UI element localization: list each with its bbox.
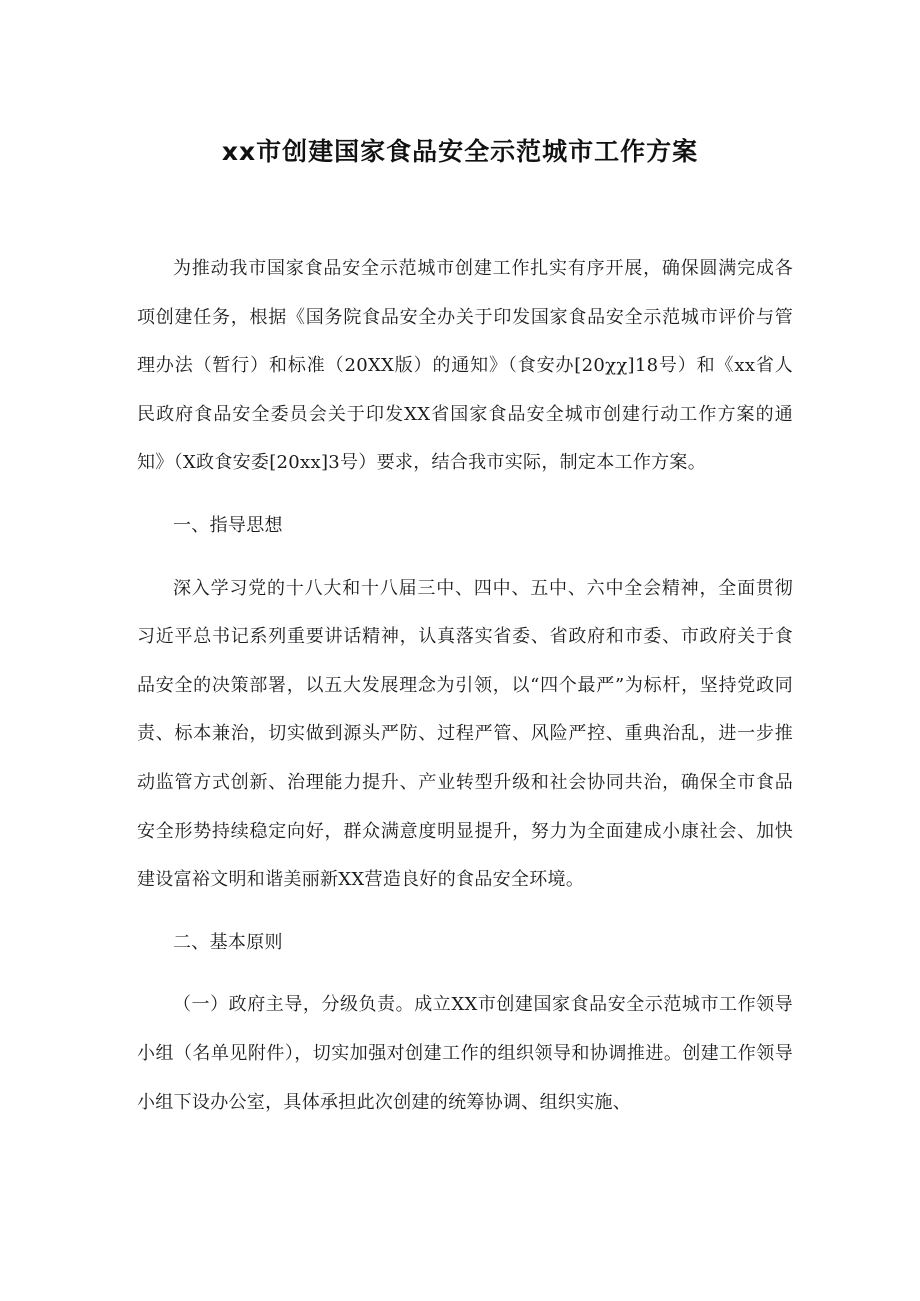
principle-one-paragraph: （一）政府主导，分级负责。成立XX市创建国家食品安全示范城市工作领导小组（名单见附件），切实加强对创建工作的组织领导和协调推进。创建工作领导小组下设办公室，具体承担此次创建的统筹协调、组织实施、 [137,994,793,1113]
guiding-ideology-paragraph: 深入学习党的十八大和十八届三中、四中、五中、六中全会精神，全面贯彻习近平总书记系列重要讲话精神，认真落实省委、省政府和市委、市政府关于食品安全的决策部署，以五大发展理念为引领，以“四个最严”为标杆，坚持党政同责、标本兼治，切实做到源头严防、过程严管、风险严控、重典治乱，进一步推动监管方式创新、治理能力提升、产业转型升级和社会协同共治，确保全市食品安全形势持续稳定向好，群众满意度明显提升，努力为全面建成小康社会、加快建设富裕文明和谐美丽新XX营造良好的食品安全环境。 [137,577,793,891]
intro-paragraph: 为推动我市国家食品安全示范城市创建工作扎实有序开展，确保圆满完成各项创建任务，根据《国务院食品安全办关于印发国家食品安全示范城市评价与管理办法（暂行）和标准（20XX版）的通知》（食安办[20χχ]18号）和《xx省人民政府食品安全委员会关于印发XX省国家食品安全城市创建行动工作方案的通知》（X政食安委[20xx]3号）要求，结合我市实际，制定本工作方案。 [137,258,793,474]
document-title: xx市创建国家食品安全示范城市工作方案 [221,137,699,166]
section-heading-basic-principles: 二、基本原则 [173,931,283,953]
section-heading-guiding-ideology: 一、指导思想 [173,514,283,536]
document-body [137,245,793,1127]
